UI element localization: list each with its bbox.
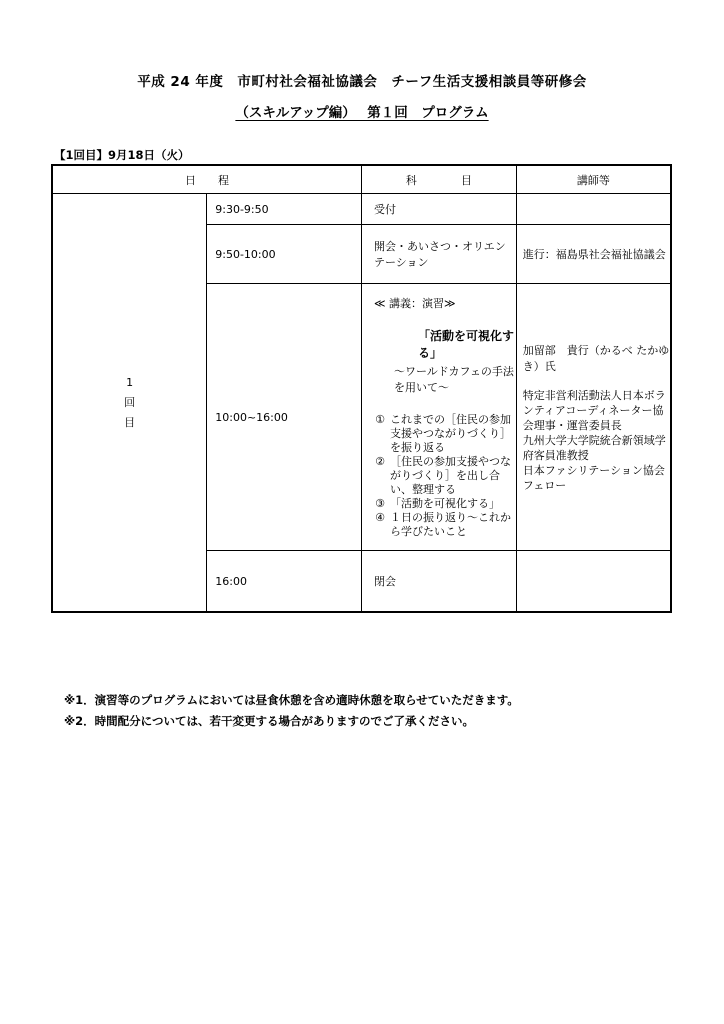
session-label: 【1回目】9月18日（火） bbox=[54, 148, 190, 162]
item-text: １日の振り返り～これから学びたいこと bbox=[390, 511, 511, 538]
lecturer-cell bbox=[516, 284, 671, 551]
time-cell: 9:50-10:00 bbox=[207, 225, 362, 284]
subject-cell: 開会・あいさつ・オリエンテーション bbox=[362, 225, 517, 284]
table-header-row bbox=[52, 165, 671, 194]
header-schedule: 日 程 bbox=[52, 165, 362, 194]
day-label-char: 回 bbox=[124, 395, 136, 409]
lecturer-cell bbox=[516, 194, 671, 225]
program-table bbox=[51, 164, 672, 613]
time-cell: 9:30-9:50 bbox=[207, 194, 362, 225]
title-line-1: 平成 24 年度 市町村社会福祉協議会 チーフ生活支援相談員等研修会 bbox=[137, 74, 587, 90]
list-item bbox=[370, 511, 516, 539]
lecture-title: 「活動を可視化する」 bbox=[418, 329, 515, 360]
lecture-type: ≪ 講義：演習≫ bbox=[374, 297, 456, 310]
time-cell: 10:00~16:00 bbox=[207, 284, 362, 551]
item-number: ② bbox=[375, 455, 385, 468]
item-number: ④ bbox=[375, 511, 385, 524]
item-number: ① bbox=[375, 413, 385, 426]
note-item: ※2．時間配分については、若干変更する場合がありますのでご了承ください。 bbox=[64, 714, 474, 728]
lecturer-cell: 進行：福島県社会福祉協議会 bbox=[516, 225, 671, 284]
lecture-items bbox=[374, 413, 516, 539]
header-subject: 科 目 bbox=[362, 165, 517, 194]
table-row bbox=[52, 194, 671, 225]
speaker-affiliation: 九州大学大学院統合新領域学府客員准教授 bbox=[522, 433, 666, 462]
subject-cell bbox=[362, 284, 517, 551]
note-item: ※1．演習等のプログラムにおいては昼食休憩を含め適時休憩を取らせていただきます。 bbox=[64, 693, 519, 707]
day-label-char: 1 bbox=[126, 375, 134, 389]
list-item bbox=[370, 455, 516, 497]
speaker-affiliation: 日本ファシリテーション協会フェロー bbox=[522, 463, 665, 492]
item-text: 「活動を可視化する」 bbox=[390, 497, 500, 510]
lecture-subtitle: ～ワールドカフェの手法を用いて～ bbox=[394, 365, 514, 394]
list-item bbox=[370, 497, 516, 511]
title-line-2-text: （スキルアップ編） 第１回 プログラム bbox=[235, 105, 489, 121]
subject-cell: 受付 bbox=[362, 194, 517, 225]
speaker-affiliation: 特定非営利活動法人日本ボランティアコーディネーター協会理事・運営委員長 bbox=[522, 388, 666, 432]
notes bbox=[64, 690, 519, 732]
item-text: ［住民の参加支援やつながりづくり］を出し合い、整理する bbox=[390, 455, 511, 496]
day-label bbox=[52, 194, 207, 613]
title-line-2 bbox=[0, 101, 724, 121]
list-item bbox=[370, 413, 516, 455]
header-lecturer: 講師等 bbox=[516, 165, 671, 194]
speaker-name: 加留部 貴行（かるべ たかゆき）氏 bbox=[522, 343, 670, 373]
item-number: ③ bbox=[375, 497, 385, 510]
subject-cell: 閉会 bbox=[362, 551, 517, 613]
item-text: これまでの［住民の参加支援やつながりづくり］を振り返る bbox=[390, 413, 511, 454]
day-label-char: 目 bbox=[124, 415, 136, 429]
time-cell: 16:00 bbox=[207, 551, 362, 613]
lecturer-cell bbox=[516, 551, 671, 613]
